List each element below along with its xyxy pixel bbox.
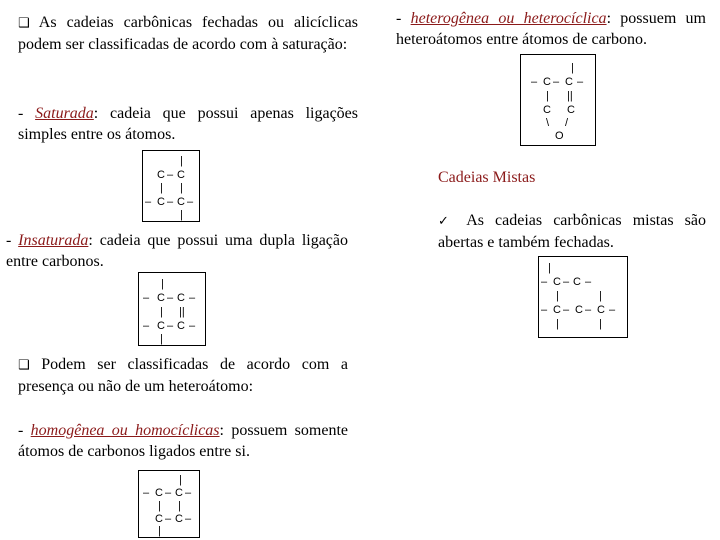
bond-label: | <box>180 182 183 194</box>
atom-label: C <box>177 169 185 181</box>
double-bond-label: || <box>567 90 573 102</box>
bond-label: | <box>571 62 574 74</box>
bond-label: | <box>599 318 602 330</box>
bond-label: | <box>599 290 602 302</box>
atom-label: C <box>567 104 575 116</box>
bond-label: – <box>563 276 570 288</box>
definition-heterogenea <box>396 8 706 50</box>
colon: : <box>93 105 99 122</box>
colon: : <box>88 232 93 249</box>
definition-text: cadeia que possui uma dupla ligação entre carbonos. <box>6 232 349 270</box>
atom-label: C <box>155 513 163 525</box>
bond-label: – <box>167 320 174 332</box>
heteroatom-label: O <box>555 130 564 142</box>
bullet-heteroatom <box>18 354 348 397</box>
atom-label: C <box>177 292 185 304</box>
bond-label: | <box>180 155 183 167</box>
bond-label: – <box>143 320 150 332</box>
atom-label: C <box>565 76 573 88</box>
bond-label: – <box>143 487 150 499</box>
bond-label: – <box>165 513 172 525</box>
heterocyclic-chain-structure <box>520 54 596 146</box>
bond-label: \ <box>546 117 550 129</box>
term-homogenea: homogênea ou homocíclicas <box>30 422 220 439</box>
bond-label: – <box>185 513 192 525</box>
bond-label: – <box>167 196 174 208</box>
bond-label: – <box>167 292 174 304</box>
definition-insaturada <box>6 230 348 272</box>
bond-label: | <box>548 262 551 274</box>
atom-label: C <box>175 487 183 499</box>
atom-label: C <box>155 487 163 499</box>
bond-label: | <box>179 474 182 486</box>
bond-label: – <box>165 487 172 499</box>
check-bullet-icon: ✓ <box>438 214 456 229</box>
atom-label: C <box>573 276 581 288</box>
atom-label: C <box>597 304 605 316</box>
bond-label: | <box>160 333 163 345</box>
term-saturada: Saturada <box>35 105 94 122</box>
bullet-text: As cadeias carbônicas mistas são abertas e também fechadas. <box>438 212 706 251</box>
definition-text: possuem somente átomos de carbonos ligados entre si. <box>18 422 349 460</box>
atom-label: C <box>543 76 551 88</box>
bond-label: | <box>180 209 183 221</box>
bond-label: – <box>143 292 150 304</box>
bond-label: – <box>189 292 196 304</box>
dash-prefix: - <box>18 422 31 439</box>
atom-label: C <box>177 320 185 332</box>
bond-label: | <box>178 500 181 512</box>
bullet-text: As cadeias carbônicas fechadas ou alicíclicas podem ser classificadas de acordo com à saturação: <box>18 14 358 53</box>
saturated-chain-structure <box>142 150 200 222</box>
bond-label: / <box>565 117 569 129</box>
atom-label: C <box>175 513 183 525</box>
bond-label: – <box>167 169 174 181</box>
bond-label: | <box>556 318 559 330</box>
atom-label: C <box>177 196 185 208</box>
definition-saturada <box>18 103 358 145</box>
term-insaturada: Insaturada <box>18 232 89 249</box>
bond-label: – <box>187 196 194 208</box>
definition-text: cadeia que possui apenas ligações simples entre os átomos. <box>18 105 358 143</box>
bond-label: | <box>556 290 559 302</box>
mixed-chain-structure <box>538 256 628 338</box>
bond-label: | <box>161 278 164 290</box>
bullet-text: Podem ser classificadas de acordo com a presença ou não de um heteroátomo: <box>18 356 349 395</box>
atom-label: C <box>553 276 561 288</box>
atom-label: C <box>543 104 551 116</box>
bullet-closed-chains <box>18 12 358 55</box>
bond-label: – <box>189 320 196 332</box>
bond-label: – <box>585 276 592 288</box>
dash-prefix: - <box>18 105 36 122</box>
bond-label: – <box>145 196 152 208</box>
checkbox-bullet-icon: ❑ <box>18 16 30 31</box>
bond-label: – <box>577 76 584 88</box>
double-bond-label: || <box>179 306 185 318</box>
bond-label: – <box>541 304 548 316</box>
section-heading-cadeias-mistas: Cadeias Mistas <box>438 169 536 186</box>
bond-label: – <box>609 304 616 316</box>
bond-label: | <box>158 525 161 537</box>
atom-label: C <box>575 304 583 316</box>
bond-label: – <box>553 76 560 88</box>
atom-label: C <box>157 292 165 304</box>
dash-prefix: - <box>396 10 411 27</box>
definition-homogenea <box>18 420 348 462</box>
bond-label: – <box>563 304 570 316</box>
colon: : <box>219 422 224 439</box>
bond-label: | <box>158 500 161 512</box>
bond-label: – <box>585 304 592 316</box>
unsaturated-chain-structure <box>138 272 206 346</box>
atom-label: C <box>157 169 165 181</box>
definition-text: possuem um heteroátomos entre átomos de carbono. <box>396 10 707 48</box>
bond-label: | <box>160 182 163 194</box>
bullet-mixed-chains <box>438 210 706 253</box>
bond-label: | <box>160 306 163 318</box>
dash-prefix: - <box>6 232 19 249</box>
atom-label: C <box>157 320 165 332</box>
homogeneous-chain-structure <box>138 470 200 538</box>
term-heterogenea: heterogênea ou heterocíclica <box>410 10 607 27</box>
bond-label: – <box>541 276 548 288</box>
atom-label: C <box>157 196 165 208</box>
bond-label: – <box>185 487 192 499</box>
bond-label: | <box>546 90 549 102</box>
bond-label: – <box>531 76 538 88</box>
atom-label: C <box>553 304 561 316</box>
colon: : <box>606 10 612 27</box>
checkbox-bullet-icon: ❑ <box>18 358 30 373</box>
